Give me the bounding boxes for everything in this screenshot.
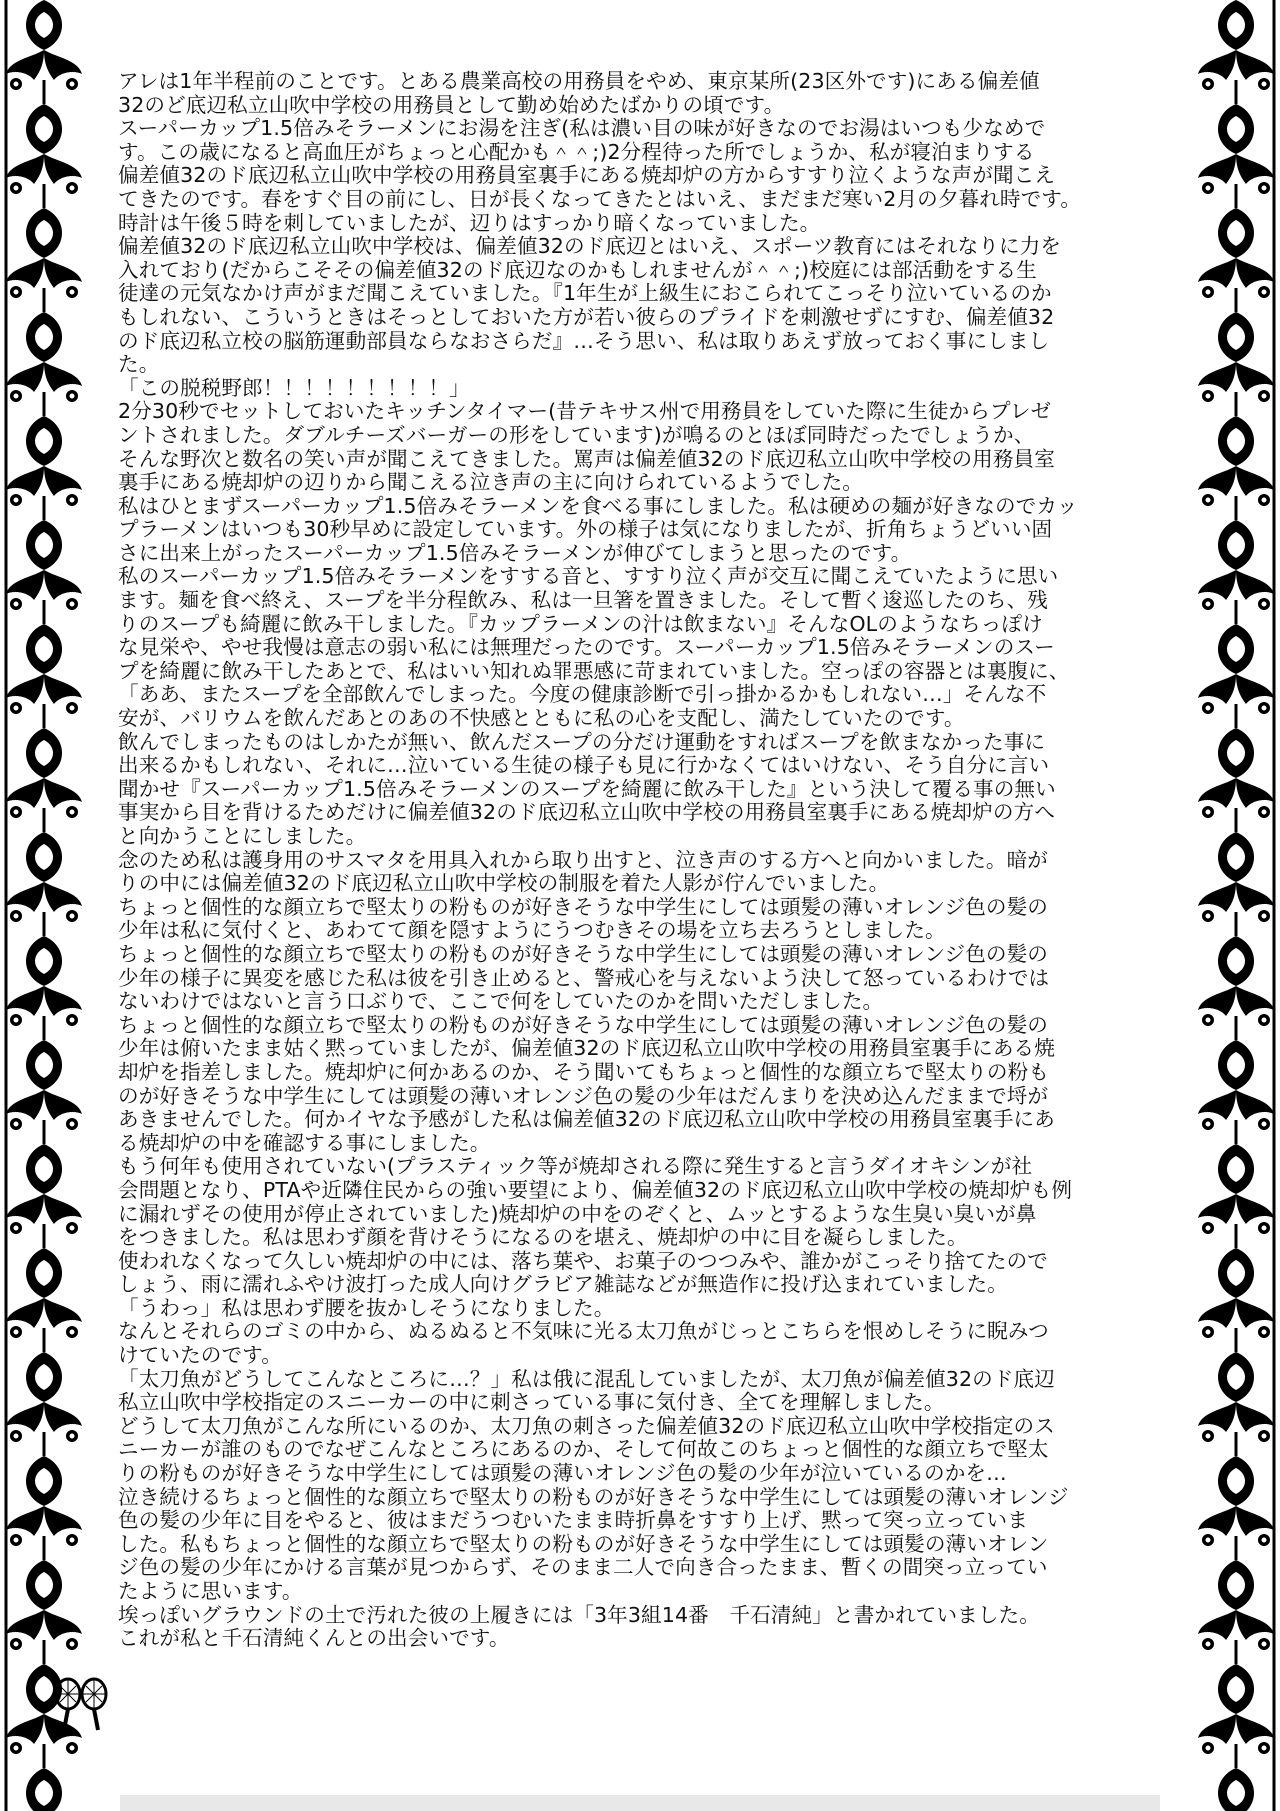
story-line: りの粉ものが好きそうな中学生にしては頭髪の薄いオレンジ色の髪の少年が泣いているのかを… bbox=[118, 1462, 1007, 1486]
story-line: これが私と千石清純くんとの出会いです。 bbox=[118, 1627, 510, 1651]
story-line: 偏差値32のド底辺私立山吹中学校は、偏差値32のド底辺とはいえ、スポーツ教育にはそれなりに力を bbox=[118, 235, 1062, 259]
story-line: もう何年も使用されていない(プラスティック等が焼却される際に発生すると言うダイオキシンが社 bbox=[118, 1155, 1033, 1179]
story-line: ちょっと個性的な顔立ちで堅太りの粉ものが好きそうな中学生にしては頭髪の薄いオレンジ色の髪の bbox=[118, 895, 1048, 919]
story-line: プラーメンはいつも30秒早めに設定しています。外の様子は気になりましたが、折角ちょうどいい固 bbox=[118, 518, 1053, 542]
story-line: あきませんでした。何かイヤな予感がした私は偏差値32のド底辺私立山吹中学校の用務員室裏手にあ bbox=[118, 1108, 1055, 1132]
story-line: と向かうことにしました。 bbox=[118, 825, 367, 848]
story-line: た。 bbox=[118, 353, 160, 377]
story-line: たように思います。 bbox=[118, 1580, 303, 1603]
story-line: ます。麺を食べ終え、スープを半分程飲み、私は一旦箸を置きました。そして暫く逡巡したのち、残 bbox=[118, 589, 1048, 613]
right-ornamental-border bbox=[1192, 0, 1280, 1811]
story-line: 少年は俯いたまま姑く黙っていましたが、偏差値32のド底辺私立山吹中学校の用務員室裏手にある焼 bbox=[118, 1037, 1055, 1061]
story-line: さに出来上がったスーパーカップ1.5倍みそラーメンが伸びてしまうと思ったのです。 bbox=[118, 541, 912, 565]
story-line: ントされました。ダブルチーズバーガーの形をしています)が鳴るのとほぼ同時だったでしょうか、 bbox=[118, 423, 1035, 447]
story-line: ちょっと個性的な顔立ちで堅太りの粉ものが好きそうな中学生にしては頭髪の薄いオレンジ色の髪の bbox=[118, 942, 1048, 966]
story-line: 安が、バリウムを飲んだあとのあの不快感とともに私の心を支配し、満たしていたのです。 bbox=[118, 707, 965, 731]
ornamental-scroll-border-icon bbox=[0, 0, 88, 1811]
story-line: 却炉を指差しました。焼却炉に何かあるのか、そう聞いてもちょっと個性的な顔立ちで堅太りの粉も bbox=[118, 1060, 1050, 1084]
story-line: 32のど底辺私立山吹中学校の用務員として勤め始めたばかりの頃です。 bbox=[118, 93, 785, 117]
story-line: のド底辺私立校の脳筋運動部員ならなおさらだ』…そう思い、私は取りあえず放っておく事にしまし bbox=[118, 329, 1050, 353]
story-line: のが好きそうな中学生にしては頭髪の薄いオレンジ色の髪の少年はだんまりを決め込んだままで埒が bbox=[118, 1084, 1049, 1108]
story-line: 裏手にある焼却炉の辺りから聞こえる泣き声の主に向けられているようでした。 bbox=[118, 471, 863, 495]
story-line: けていたのです。 bbox=[118, 1344, 282, 1368]
story-line: 色の髪の少年に目をやると、彼はまだうつむいたまま時折鼻をすすり上げ、黙って突っ立っていま bbox=[118, 1509, 1028, 1533]
story-line: 会問題となり、PTAや近隣住民からの強い要望により、偏差値32のド底辺私立山吹中学校の焼却炉も例 bbox=[118, 1178, 1073, 1202]
ornamental-scroll-border-icon bbox=[1192, 0, 1280, 1811]
story-line: りの中には偏差値32のド底辺私立山吹中学校の制服を着た人影が佇んでいました。 bbox=[118, 872, 890, 896]
story-line: スーパーカップ1.5倍みそラーメンにお湯を注ぎ(私は濃い目の味が好きなのでお湯はいつも少なめで bbox=[118, 117, 1046, 141]
story-line: 時計は午後５時を刺していましたが、辺りはすっかり暗くなっていました。 bbox=[118, 211, 821, 235]
story-line: な見栄や、やせ我慢は意志の弱い私には無理だったのです。スーパーカップ1.5倍みそラーメンのスー bbox=[118, 636, 1055, 660]
story-line: 「うわっ」私は思わず腰を抜かしそうになりました。 bbox=[118, 1296, 615, 1320]
story-line: なんとそれらのゴミの中から、ぬるぬると不気味に光る太刀魚がじっとこちらを恨めしそうに睨みつ bbox=[118, 1320, 1049, 1344]
story-line: 2分30秒でセットしておいたキッチンタイマー(昔テキサス州で用務員をしていた際に生徒からプレゼ bbox=[118, 400, 1052, 424]
story-line: りのスープも綺麗に飲み干しました。『カップラーメンの汁は飲まない』そんなOLのようなちっぽけ bbox=[118, 612, 1043, 636]
story-line: 入れており(だからこそその偏差値32のド底辺なのかもしれませんが＾＾;)校庭には部活動をする生 bbox=[118, 258, 1037, 282]
story-line: ないわけではないと言う口ぶりで、ここで何をしていたのかを問いただしました。 bbox=[118, 990, 884, 1014]
story-line: 念のため私は護身用のサスマタを用具入れから取り出すと、泣き声のする方へと向かいました。暗が bbox=[118, 848, 1048, 872]
story-line: てきたのです。春をすぐ目の前にし、日が長くなってきたとはいえ、まだまだ寒い2月の夕暮れ時です。 bbox=[118, 187, 1082, 211]
story-line: 使われなくなって久しい焼却炉の中には、落ち葉や、お菓子のつつみや、誰かがこっそり捨てたので bbox=[118, 1249, 1048, 1273]
left-ornamental-border bbox=[0, 0, 88, 1811]
story-line: 少年は私に気付くと、あわてて顔を隠すようにうつむきその場を立ち去ろうとしました。 bbox=[118, 919, 946, 943]
story-line: 出来るかもしれない、それに…泣いている生徒の様子も見に行かなくてはいけない、そう自分に言い bbox=[118, 754, 1050, 778]
story-line: 「太刀魚がどうしてこんなところに…？」私は俄に混乱していましたが、太刀魚が偏差値32のド底辺 bbox=[118, 1367, 1055, 1391]
story-line: す。この歳になると高血圧がちょっと心配かも＾＾;)2分程待った所でしょうか、私が寝泊まりする bbox=[118, 140, 1035, 164]
story-line: 徒達の元気なかけ声がまだ聞こえていました。『1年生が上級生におこられてこっそり泣いているのか bbox=[118, 282, 1052, 306]
story-line: 事実から目を背けるためだけに偏差値32のド底辺私立山吹中学校の用務員室裏手にある焼却炉の方へ bbox=[118, 801, 1055, 825]
story-line: 偏差値32のド底辺私立山吹中学校の用務員室裏手にある焼却炉の方からすすり泣くような声が聞こえ bbox=[118, 164, 1056, 188]
story-line: アレは1年半程前のことです。とある農業高校の用務員をやめ、東京某所(23区外です)にある偏差値 bbox=[118, 70, 1040, 93]
story-text bbox=[118, 70, 1168, 1651]
story-line: ちょっと個性的な顔立ちで堅太りの粉ものが好きそうな中学生にしては頭髪の薄いオレンジ色の髪の bbox=[118, 1013, 1048, 1037]
story-line: どうして太刀魚がこんな所にいるのか、太刀魚の刺さった偏差値32のド底辺私立山吹中学校指定のス bbox=[118, 1414, 1055, 1438]
story-line: しょう、雨に濡れふやけ波打った成人向けグラビア雑誌などが無造作に投げ込まれていました。 bbox=[118, 1273, 1008, 1297]
story-line: 聞かせ『スーパーカップ1.5倍みそラーメンのスープを綺麗に飲み干した』という決して覆る事の無い bbox=[118, 777, 1056, 801]
story-line: る焼却炉の中を確認する事にしました。 bbox=[118, 1131, 491, 1155]
story-line: をつきました。私は思わず顔を背けそうになるのを堪え、焼却炉の中に目を凝らしました。 bbox=[118, 1226, 968, 1250]
story-line: 私立山吹中学校指定のスニーカーの中に刺さっている事に気付き、全てを理解しました。 bbox=[118, 1391, 945, 1415]
story-line: 埃っぽいグラウンドの土で汚れた彼の上履きには「3年3組14番 千石清純」と書かれていました。 bbox=[118, 1603, 1040, 1627]
story-line: 私のスーパーカップ1.5倍みそラーメンをすする音と、すすり泣く声が交互に聞こえていたように思い bbox=[118, 565, 1059, 589]
story-line: 少年の様子に異変を感じた私は彼を引き止めると、警戒心を与えないよう決して怒っているわけでは bbox=[118, 966, 1050, 990]
story-line: ニーカーが誰のものでなぜこんなところにあるのか、そして何故このちょっと個性的な顔立ちで堅太 bbox=[118, 1438, 1049, 1462]
bottom-decorative-strip bbox=[120, 1795, 1160, 1811]
story-line: もしれない、こういうときはそっとしておいた方が若い彼らのプライドを刺激せずにすむ、偏差値32 bbox=[118, 305, 1055, 329]
story-line: に漏れずその使用が停止されていました)焼却炉の中をのぞくと、ムッとするような生臭い臭いが鼻 bbox=[118, 1202, 1037, 1226]
story-line: 「この脱税野郎！！！！！！！！！」 bbox=[118, 376, 470, 400]
story-line: ジ色の髪の少年にかける言葉が見つからず、そのまま二人で向き合ったまま、暫くの間突っ立ってい bbox=[118, 1556, 1048, 1580]
story-line: 「ああ、またスープを全部飲んでしまった。今度の健康診断で引っ掛かるかもしれない…」そんな不 bbox=[118, 683, 1047, 707]
story-line: プを綺麗に飲み干したあとで、私はいい知れぬ罪悪感に苛まれていました。空っぽの容器とは裏腹に、 bbox=[118, 659, 1070, 683]
story-line: した。私もちょっと個性的な顔立ちで堅太りの粉ものが好きそうな中学生にしては頭髪の薄いオレン bbox=[118, 1532, 1049, 1556]
tennis-rackets-icon bbox=[50, 1676, 114, 1732]
story-line: 泣き続けるちょっと個性的な顔立ちで堅太りの粉ものが好きそうな中学生にしては頭髪の薄いオレンジ bbox=[118, 1485, 1069, 1509]
story-line: 私はひとまずスーパーカップ1.5倍みそラーメンを食べる事にしました。私は硬めの麺が好きなのでカッ bbox=[118, 494, 1078, 518]
story-line: 飲んでしまったものはしかたが無い、飲んだスープの分だけ運動をすればスープを飲まなかった事に bbox=[118, 730, 1046, 754]
story-line: そんな野次と数名の笑い声が聞こえてきました。罵声は偏差値32のド底辺私立山吹中学校の用務員室 bbox=[118, 447, 1055, 471]
